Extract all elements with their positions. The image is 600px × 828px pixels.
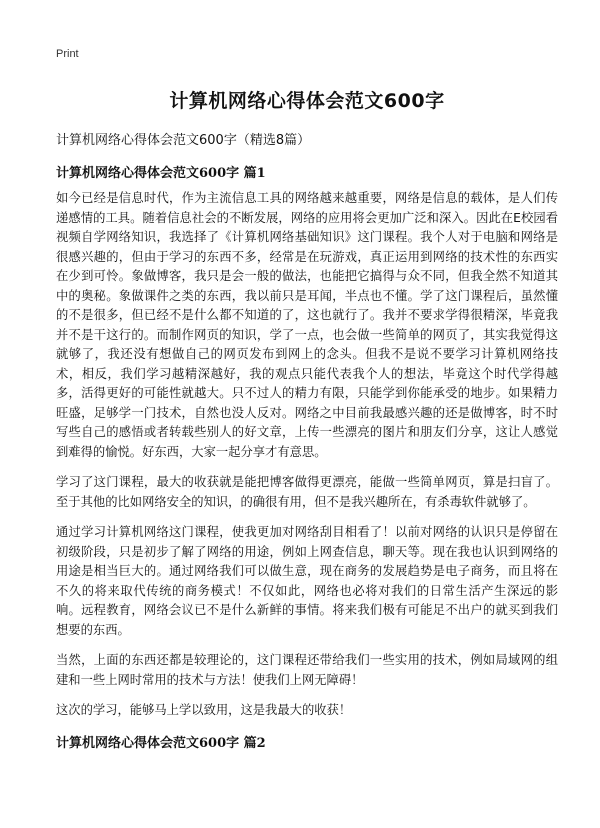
page-title: 计算机网络心得体会范文600字 xyxy=(169,90,445,112)
document-subtitle: 计算机网络心得体会范文600字（精选8篇） xyxy=(56,133,311,148)
section-heading: 计算机网络心得体会范文600字 篇2 xyxy=(56,735,266,751)
paragraph: 学习了这门课程，最大的收获就是能把博客做得更漂亮，能做一些简单网页，算是扫盲了。至于其他的比如网络安全的知识，的确很有用，但不是我兴趣所在，有杀毒软件就够了。 xyxy=(56,475,558,509)
paragraph: 当然，上面的东西还都是较理论的，这门课程还带给我们一些实用的技术，例如局域网的组建和一些上网时常用的技术与方法！使我们上网无障碍！ xyxy=(56,653,558,687)
paragraph: 如今已经是信息时代，作为主流信息工具的网络越来越重要，网络是信息的载体，是人们传递感情的工具。随着信息社会的不断发展，网络的应用将会更加广泛和深入。因此在E校园看视频自学网络知识，我选择了《计算机网络基础知识》这门课程。我个人对于电脑和网络是很感兴趣的，但由于学习的东西不多，经常是在玩游戏，真正运用到网络的技术性的东西实在少到可怜。象做博客，我只是会一般的做法，也能把它搞得与众不同，但我全然不知道其中的奥秘。象做课件之类的东西，我以前只是耳闻，半点也不懂。学了这门课程后，虽然懂的不是很多，但已经不是什么都不知道的了，这也就行了。我并不要求学得很精深，毕竟我并不是干这行的。而制作网页的知识，学了一点，也会做一些简单的网页了，其实我觉得这就够了，我还没有想做自己的网页发布到网上的念头。但我不是说不要学习计算机网络技术，相反，我们学习越精深越好，我的观点只能代表我个人的想法，毕竟这个时代学得越多，活得更好的可能性就越大。只不过人的精力有限，只能学到你能承受的地步。如果精力旺盛，足够学一门技术，自然也没人反对。网络之中目前我最感兴趣的还是做博客，时不时写些自己的感悟或者转载些别人的好文章，上传一些漂亮的图片和朋友们分享，这让人感觉到难得的愉悦。好东西，大家一起分享才有意思。 xyxy=(56,191,558,459)
print-label[interactable]: Print xyxy=(56,48,79,60)
paragraph: 这次的学习，能够马上学以致用，这是我最大的收获！ xyxy=(56,703,352,717)
paragraph: 通过学习计算机网络这门课程，使我更加对网络刮目相看了！以前对网络的认识只是停留在初级阶段，只是初步了解了网络的用途，例如上网查信息，聊天等。现在我也认识到网络的用途是相当巨大的。通过网络我们可以做生意，现在商务的发展趋势是电子商务，而且将在不久的将来取代传统的商务模式！不仅如此，网络也必将对我们的日常生活产生深远的影响。远程教育，网络会议已不是什么新鲜的事情。将来我们极有可能足不出户的就买到我们想要的东西。 xyxy=(56,525,558,637)
section-heading: 计算机网络心得体会范文600字 篇1 xyxy=(56,166,266,181)
